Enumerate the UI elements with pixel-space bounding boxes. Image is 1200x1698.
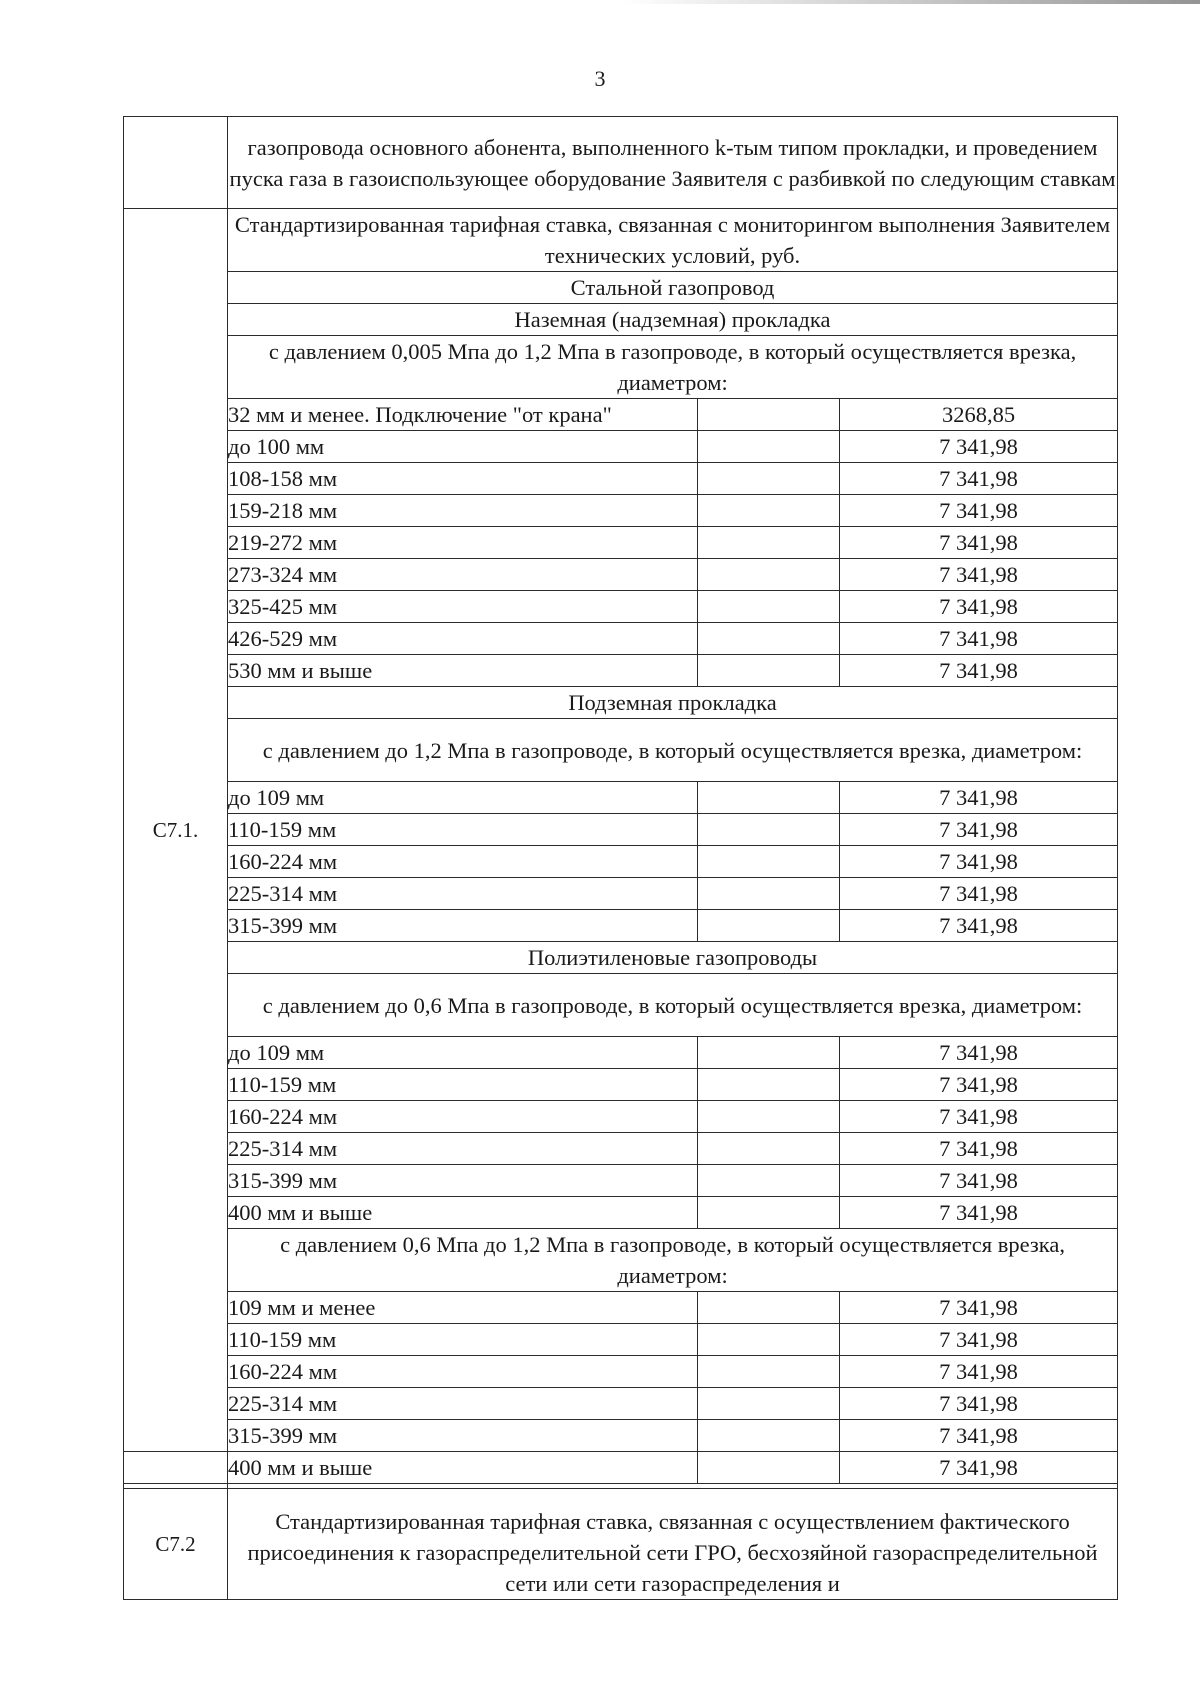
above-empty	[698, 591, 840, 623]
under-diameter: 315-399 мм	[228, 910, 698, 942]
poly2-empty	[698, 1356, 840, 1388]
above-rate: 7 341,98	[840, 623, 1118, 655]
under-rate: 7 341,98	[840, 782, 1118, 814]
table-row	[124, 1388, 1118, 1420]
poly2-rate: 7 341,98	[840, 1292, 1118, 1324]
poly1-rate: 7 341,98	[840, 1101, 1118, 1133]
under-rate: 7 341,98	[840, 910, 1118, 942]
under-rate: 7 341,98	[840, 814, 1118, 846]
table-row	[124, 623, 1118, 655]
poly2-rate: 7 341,98	[840, 1356, 1118, 1388]
underground-heading-row	[124, 687, 1118, 719]
last-code-cell	[124, 1452, 228, 1484]
above-diameter: до 100 мм	[228, 431, 698, 463]
poly2-diameter: 110-159 мм	[228, 1324, 698, 1356]
table-row	[124, 1133, 1118, 1165]
c71-code: С7.1.	[124, 209, 228, 1452]
under-empty	[698, 910, 840, 942]
under-rate: 7 341,98	[840, 878, 1118, 910]
poly1-empty	[698, 1069, 840, 1101]
poly1-diameter: 160-224 мм	[228, 1101, 698, 1133]
table-row	[124, 910, 1118, 942]
poly1-rate: 7 341,98	[840, 1133, 1118, 1165]
last-diameter: 400 мм и выше	[228, 1452, 698, 1484]
poly2-empty	[698, 1388, 840, 1420]
above-empty	[698, 431, 840, 463]
poly-heading: Полиэтиленовые газопроводы	[228, 942, 1118, 974]
poly1-empty	[698, 1197, 840, 1229]
table-row	[124, 591, 1118, 623]
poly-pressure-1-text: с давлением до 0,6 Мпа в газопроводе, в который осуществляется врезка, диаметром:	[228, 974, 1118, 1037]
above-empty	[698, 399, 840, 431]
above-diameter: 159-218 мм	[228, 495, 698, 527]
poly1-rate: 7 341,98	[840, 1165, 1118, 1197]
table-row	[124, 463, 1118, 495]
table-row	[124, 1324, 1118, 1356]
table-row	[124, 1101, 1118, 1133]
poly-heading-row	[124, 942, 1118, 974]
above-pressure-text: с давлением 0,005 Мпа до 1,2 Мпа в газопроводе, в который осуществляется врезка, диаметром:	[228, 336, 1118, 399]
table-row	[124, 1452, 1118, 1484]
steel-heading: Стальной газопровод	[228, 272, 1118, 304]
under-pressure-text-row	[124, 719, 1118, 782]
poly2-diameter: 160-224 мм	[228, 1356, 698, 1388]
table-row	[124, 1420, 1118, 1452]
under-empty	[698, 846, 840, 878]
poly2-diameter: 315-399 мм	[228, 1420, 698, 1452]
table-row	[124, 846, 1118, 878]
poly1-rate: 7 341,98	[840, 1069, 1118, 1101]
above-rate: 7 341,98	[840, 591, 1118, 623]
above-empty	[698, 527, 840, 559]
poly1-rate: 7 341,98	[840, 1037, 1118, 1069]
under-pressure-text: с давлением до 1,2 Мпа в газопроводе, в который осуществляется врезка, диаметром:	[228, 719, 1118, 782]
table-row	[124, 1356, 1118, 1388]
poly2-rate: 7 341,98	[840, 1388, 1118, 1420]
above-rate: 7 341,98	[840, 431, 1118, 463]
above-empty	[698, 655, 840, 687]
table-row	[124, 431, 1118, 463]
table-row	[124, 1069, 1118, 1101]
last-rate: 7 341,98	[840, 1452, 1118, 1484]
c71-heading-row	[124, 209, 1118, 272]
table-row	[124, 1037, 1118, 1069]
above-rate: 3268,85	[840, 399, 1118, 431]
above-diameter: 219-272 мм	[228, 527, 698, 559]
poly2-empty	[698, 1324, 840, 1356]
poly2-empty	[698, 1420, 840, 1452]
table-row	[124, 1292, 1118, 1324]
aboveground-heading: Наземная (надземная) прокладка	[228, 304, 1118, 336]
table-row	[124, 878, 1118, 910]
poly1-diameter: 400 мм и выше	[228, 1197, 698, 1229]
above-empty	[698, 463, 840, 495]
table-row	[124, 495, 1118, 527]
poly1-rate: 7 341,98	[840, 1197, 1118, 1229]
scan-edge	[620, 0, 1200, 4]
under-diameter: 225-314 мм	[228, 878, 698, 910]
under-rate: 7 341,98	[840, 846, 1118, 878]
poly2-rate: 7 341,98	[840, 1324, 1118, 1356]
poly1-diameter: 315-399 мм	[228, 1165, 698, 1197]
last-empty	[698, 1452, 840, 1484]
table-row	[124, 527, 1118, 559]
above-diameter: 530 мм и выше	[228, 655, 698, 687]
intro-code-cell	[124, 117, 228, 209]
table-row	[124, 655, 1118, 687]
underground-heading: Подземная прокладка	[228, 687, 1118, 719]
poly1-empty	[698, 1101, 840, 1133]
table-row	[124, 1165, 1118, 1197]
under-empty	[698, 814, 840, 846]
intro-text: газопровода основного абонента, выполненного k-тым типом прокладки, и проведением пуска газа в газоиспользующее оборудование Заявителя с разбивкой по следующим ставкам	[228, 117, 1118, 209]
poly-pressure-2-text-row	[124, 1229, 1118, 1292]
above-rate: 7 341,98	[840, 495, 1118, 527]
poly1-diameter: до 109 мм	[228, 1037, 698, 1069]
poly2-rate: 7 341,98	[840, 1420, 1118, 1452]
above-diameter: 32 мм и менее. Подключение "от крана"	[228, 399, 698, 431]
under-diameter: до 109 мм	[228, 782, 698, 814]
above-rate: 7 341,98	[840, 655, 1118, 687]
steel-heading-row	[124, 272, 1118, 304]
aboveground-heading-row	[124, 304, 1118, 336]
poly1-empty	[698, 1037, 840, 1069]
table-row	[124, 782, 1118, 814]
above-diameter: 273-324 мм	[228, 559, 698, 591]
poly1-empty	[698, 1133, 840, 1165]
above-diameter: 108-158 мм	[228, 463, 698, 495]
poly-pressure-2-text: с давлением 0,6 Мпа до 1,2 Мпа в газопроводе, в который осуществляется врезка, диаметром:	[228, 1229, 1118, 1292]
under-diameter: 110-159 мм	[228, 814, 698, 846]
poly2-diameter: 225-314 мм	[228, 1388, 698, 1420]
table-row	[124, 399, 1118, 431]
poly2-empty	[698, 1292, 840, 1324]
above-empty	[698, 623, 840, 655]
under-empty	[698, 878, 840, 910]
poly2-diameter: 109 мм и менее	[228, 1292, 698, 1324]
poly1-diameter: 110-159 мм	[228, 1069, 698, 1101]
above-pressure-row	[124, 336, 1118, 399]
intro-row	[124, 117, 1118, 209]
c72-code: С7.2	[124, 1489, 228, 1600]
tariff-table	[123, 116, 1118, 1600]
above-rate: 7 341,98	[840, 527, 1118, 559]
poly1-empty	[698, 1165, 840, 1197]
above-empty	[698, 559, 840, 591]
above-empty	[698, 495, 840, 527]
c71-heading: Стандартизированная тарифная ставка, связанная с мониторингом выполнения Заявителем технических условий, руб.	[228, 209, 1118, 272]
poly1-diameter: 225-314 мм	[228, 1133, 698, 1165]
c72-text: Стандартизированная тарифная ставка, связанная с осуществлением фактического присоединения к газораспределительной сети ГРО, бесхозяйной газораспределительной сети или сети газораспределения и	[228, 1489, 1118, 1600]
under-empty	[698, 782, 840, 814]
page-number: 3	[594, 66, 606, 91]
under-diameter: 160-224 мм	[228, 846, 698, 878]
above-rate: 7 341,98	[840, 463, 1118, 495]
above-diameter: 426-529 мм	[228, 623, 698, 655]
poly-pressure-1-text-row	[124, 974, 1118, 1037]
above-rate: 7 341,98	[840, 559, 1118, 591]
c72-row	[124, 1489, 1118, 1600]
table-row	[124, 814, 1118, 846]
above-diameter: 325-425 мм	[228, 591, 698, 623]
table-row	[124, 1197, 1118, 1229]
table-row	[124, 559, 1118, 591]
